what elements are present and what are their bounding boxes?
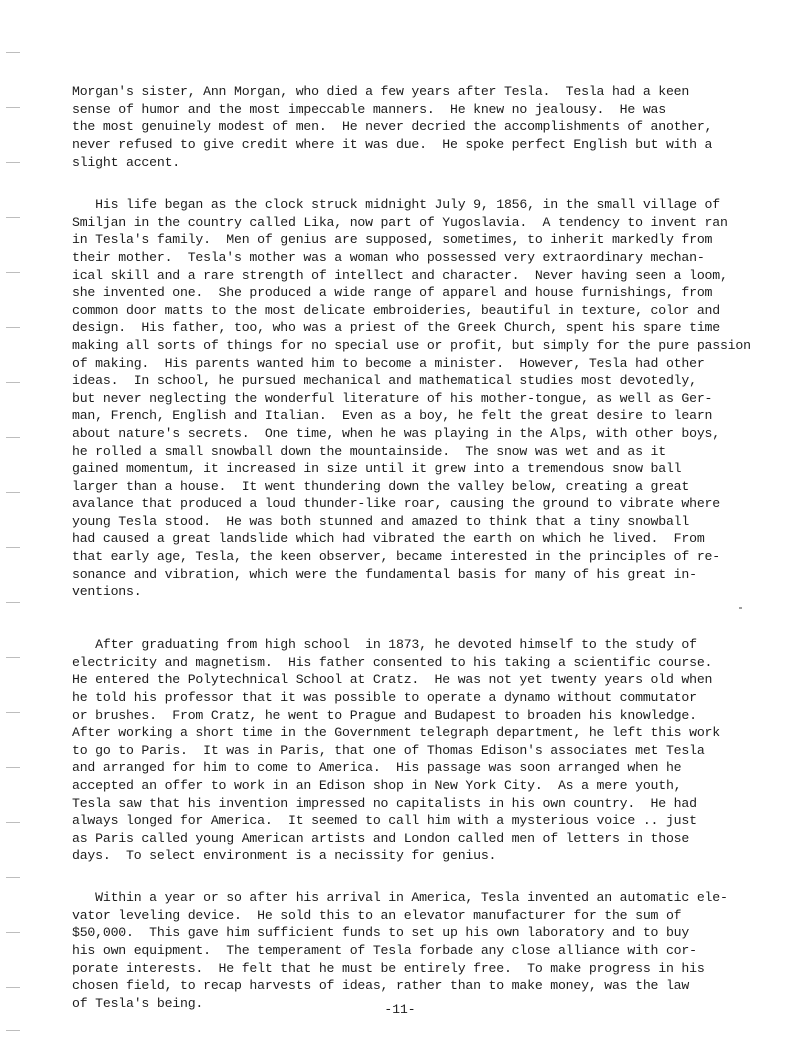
text-line: slight accent. [72,154,180,170]
text-line: making all sorts of things for no special use or profit, but simply for the pure passion [72,337,751,353]
text-line: $50,000. This gave him sufficient funds to set up his own laboratory and to buy [72,925,690,941]
text-line: common door matts to the most delicate embroideries, beautiful in texture, color and [72,302,720,318]
text-line: electricity and magnetism. His father consented to his taking a scientific course. [72,654,713,670]
text-line: had caused a great landslide which had vibrated the earth on which he lived. From [72,531,705,547]
text-line: vator leveling device. He sold this to an elevator manufacturer for the sum of [72,907,682,923]
margin-mark [6,437,20,438]
page-number: -11- [384,1002,416,1017]
text-line: larger than a house. It went thundering down the valley below, creating a great [72,478,690,494]
text-line: in Tesla's family. Men of genius are supposed, sometimes, to inherit markedly from [72,232,713,248]
text-line: Tesla saw that his invention impressed no capitalists in his own country. He had [72,795,697,811]
text-line: that early age, Tesla, the keen observer, became interested in the principles of re- [72,549,720,565]
margin-mark [6,327,20,328]
text-line: After graduating from high school in 1873, he devoted himself to the study of [72,637,697,653]
text-line: as Paris called young American artists and London called men of letters in those [72,830,690,846]
text-line: young Tesla stood. He was both stunned and amazed to think that a tiny snowball [72,513,690,529]
margin-mark [6,987,20,988]
text-line: sonance and vibration, which were the fundamental basis for many of his great in- [72,566,697,582]
text-line: his own equipment. The temperament of Tesla forbade any close alliance with cor- [72,942,697,958]
text-line: ideas. In school, he pursued mechanical and mathematical studies most devotedly, [72,373,697,389]
margin-mark [6,162,20,163]
text-line: about nature's secrets. One time, when he was playing in the Alps, with other boys, [72,425,720,441]
margin-mark [6,217,20,218]
text-line: always longed for America. It seemed to call him with a mysterious voice .. just [72,813,697,829]
text-line: sense of humor and the most impeccable manners. He knew no jealousy. He was [72,101,666,117]
margin-mark [6,492,20,493]
text-line: but never neglecting the wonderful literature of his mother-tongue, as well as Ger- [72,390,713,406]
margin-mark [6,657,20,658]
text-line: Morgan's sister, Ann Morgan, who died a few years after Tesla. Tesla had a keen [72,84,690,100]
text-line: man, French, English and Italian. Even as a boy, he felt the great desire to learn [72,408,713,424]
margin-mark [6,932,20,933]
text-line: the most genuinely modest of men. He never decried the accomplishments of another, [72,119,713,135]
margin-mark [6,272,20,273]
text-line: of making. His parents wanted him to become a minister. However, Tesla had other [72,355,705,371]
text-line: or brushes. From Cratz, he went to Prague and Budapest to broaden his knowledge. [72,707,697,723]
text-line: days. To select environment is a necissity for genius. [72,848,497,864]
margin-mark [6,602,20,603]
text-line: Smiljan in the country called Lika, now part of Yugoslavia. A tendency to invent ran [72,214,728,230]
text-line: never refused to give credit where it was due. He spoke perfect English but with a [72,136,713,152]
margin-mark [6,1030,20,1031]
text-line: avalance that produced a loud thunder-like roar, causing the ground to vibrate where [72,496,720,512]
margin-mark [6,52,20,53]
text-line: she invented one. She produced a wide range of apparel and house furnishings, from [72,285,713,301]
text-line: His life began as the clock struck midnight July 9, 1856, in the small village of [72,197,720,213]
margin-mark [6,107,20,108]
text-line: gained momentum, it increased in size until it grew into a tremendous snow ball [72,461,682,477]
margin-mark [6,822,20,823]
text-line: design. His father, too, who was a priest of the Greek Church, spent his spare time [72,320,720,336]
margin-mark [6,382,20,383]
paragraph-4 [72,854,740,1048]
margin-mark [6,767,20,768]
text-line: After working a short time in the Government telegraph department, he left this work [72,725,720,741]
text-line: he told his professor that it was possible to operate a dynamo without commutator [72,689,697,705]
text-line: He entered the Polytechnical School at Cratz. He was not yet twenty years old when [72,672,713,688]
margin-mark [6,547,20,548]
paragraph-2 [72,161,751,636]
text-line: porate interests. He felt that he must be entirely free. To make progress in his [72,960,705,976]
text-line: to go to Paris. It was in Paris, that one of Thomas Edison's associates met Tesla [72,742,705,758]
text-line: and arranged for him to come to America. His passage was soon arranged when he [72,760,682,776]
text-line: their mother. Tesla's mother was a woman who possessed very extraordinary mechan- [72,249,705,265]
text-line: Within a year or so after his arrival in America, Tesla invented an automatic ele- [72,890,728,906]
margin-mark [6,877,20,878]
text-line: he rolled a small snowball down the mountainside. The snow was wet and as it [72,443,666,459]
text-line: ventions. [72,584,142,600]
text-line: ical skill and a rare strength of intellect and character. Never having seen a loom, [72,267,728,283]
margin-mark [6,712,20,713]
text-line: of Tesla's being. [72,995,204,1011]
text-line: accepted an offer to work in an Edison shop in New York City. As a mere youth, [72,777,682,793]
text-line: chosen field, to recap harvests of ideas, rather than to make money, was the law [72,978,690,994]
